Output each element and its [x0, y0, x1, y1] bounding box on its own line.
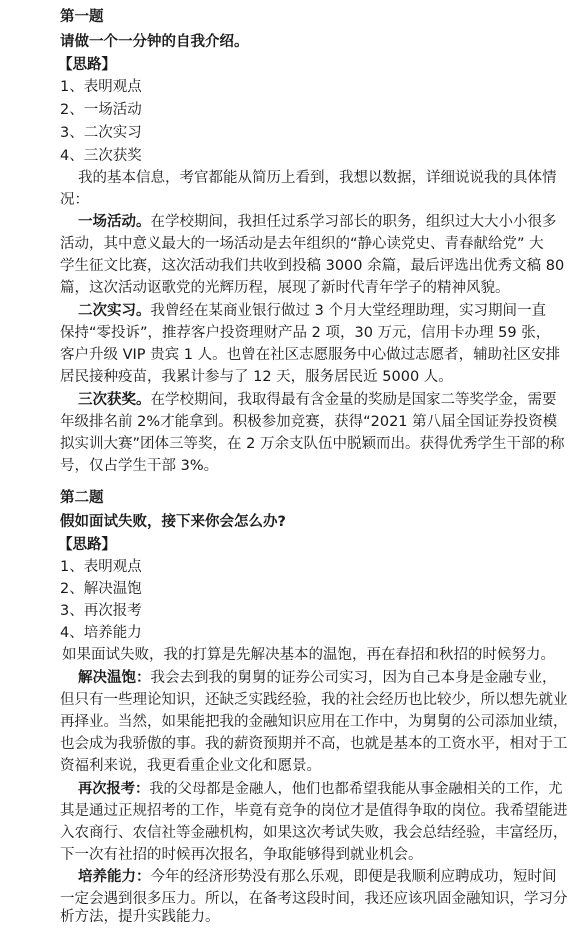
q1-activity-line-1: 一场活动。在学校期间，我担任过系学习部长的职务，组织过大大小小很多 [78, 214, 557, 230]
q1-activity-line-3: 学生征文比赛，这次活动我们共收到投稿 3000 余篇，最后评选出优秀文稿 80 [60, 258, 565, 274]
q2-reapply-line-4: 下一次有社招的时候再次报名，争取能够得到就业机会。 [60, 847, 423, 863]
q1-awards-line-1: 三次获奖。在学校期间，我取得最有含金量的奖励是国家二等奖学金，需要 [78, 392, 557, 408]
q1-awards-line-2: 年级排名前 2%才能拿到。积极参加竞赛，获得“2021 第八届全国证券投资模 [60, 414, 558, 430]
q1-awards-line-3: 拟实训大赛”团体三等奖，在 2 万余支队伍中脱颖而出。获得优秀学生干部的称 [60, 436, 565, 452]
q1-internship-line-3: 客户升级 VIP 贵宾 1 人。也曾在社区志愿服务中心做过志愿者，辅助社区安排 [60, 347, 561, 363]
q2-subsistence-line-2: 但只有一些理论知识，还缺乏实践经验，我的社会经历也比较少，所以想先就业 [60, 692, 568, 708]
q1-awards-line-4: 号，仅占学生干部 3%。 [60, 458, 219, 474]
q2-point-3: 3、再次报考 [60, 603, 142, 619]
q2-intro-line: 如果面试失败，我的打算是先解决基本的温饱，再在春招和秋招的时候努力。 [62, 647, 555, 663]
q1-activity-line-2: 活动，其中意义最大的一场活动是去年组织的“静心读党史、青春献给党” 大 [60, 236, 544, 252]
q2-subsistence-line-5: 资福利来说，我更看重企业文化和愿景。 [60, 758, 321, 774]
q2-ability-line-3: 析方法，提升实践能力。 [60, 909, 220, 925]
q2-approach-label: 【思路】 [58, 537, 116, 553]
q2-ability-lead: 培养能力： [78, 869, 151, 885]
q1-internship-line-4: 居民接种疫苗，我累计参与了 12 天，服务居民近 5000 人。 [60, 369, 453, 385]
q1-approach-label: 【思路】 [58, 57, 116, 73]
q1-heading: 第一题 [60, 9, 104, 25]
q1-internship-lead: 二次实习。 [78, 303, 151, 319]
q1-internship-line-1: 二次实习。我曾经在某商业银行做过 3 个月大堂经理助理，实习期间一直 [78, 303, 546, 319]
q2-reapply-line-3: 入农商行、农信社等金融机构，如果这次考试失败，我会总结经验，丰富经历， [60, 825, 568, 841]
q1-activity-line-4: 篇，这次活动讴歌党的光辉历程，展现了新时代青年学子的精神风貌。 [60, 280, 510, 296]
q1-point-4: 4、三次获奖 [60, 148, 142, 164]
q1-internship-line-2: 保持“零投诉”，推荐客户投资理财产品 2 项，30 万元，信用卡办理 59 张， [60, 325, 551, 341]
q2-point-1: 1、表明观点 [60, 559, 142, 575]
q1-question: 请做一个一分钟的自我介绍。 [60, 34, 249, 50]
q2-reapply-line-1: 再次报考：我的父母都是金融人，他们也都希望我能从事金融相关的工作，尤 [78, 781, 563, 797]
q2-subsistence-lead: 解决温饱： [78, 670, 151, 686]
q2-reapply-lead: 再次报考： [78, 781, 150, 797]
q2-heading: 第二题 [60, 490, 104, 506]
q1-point-3: 3、二次实习 [60, 125, 142, 141]
q2-point-2: 2、解决温饱 [60, 581, 142, 597]
q2-question: 假如面试失败，接下来你会怎么办? [60, 514, 286, 530]
q2-subsistence-line-3: 再择业。当然，如果能把我的金融知识应用在工作中，为舅舅的公司添加业绩， [60, 714, 568, 730]
q1-point-2: 2、一场活动 [60, 102, 142, 118]
q2-ability-line-1: 培养能力：今年的经济形势没有那么乐观，即便是我顺利应聘成功，短时间 [78, 869, 557, 885]
q2-reapply-line-2: 其是通过正规招考的工作，毕竟有竞争的岗位才是值得争取的岗位。我希望能进 [60, 803, 568, 819]
q2-subsistence-line-4: 也会成为我骄傲的事。我的薪资预期并不高，也就是基本的工资水平，相对于工 [60, 736, 568, 752]
q1-awards-lead: 三次获奖。 [78, 392, 151, 408]
q1-intro-line-1: 我的基本信息，考官都能从简历上看到，我想以数据，详细说说我的具体情 [78, 170, 557, 186]
q2-ability-line-2: 一定会遇到很多压力。所以，在备考这段时间，我还应该巩固金融知识，学习分 [60, 891, 568, 907]
q2-point-4: 4、培养能力 [60, 625, 142, 641]
q1-point-1: 1、表明观点 [60, 79, 142, 95]
q1-intro-line-2: 况： [60, 192, 89, 208]
q1-activity-lead: 一场活动。 [78, 214, 151, 230]
q2-subsistence-line-1: 解决温饱：我会去到我的舅舅的证券公司实习，因为自己本身是金融专业， [78, 670, 557, 686]
